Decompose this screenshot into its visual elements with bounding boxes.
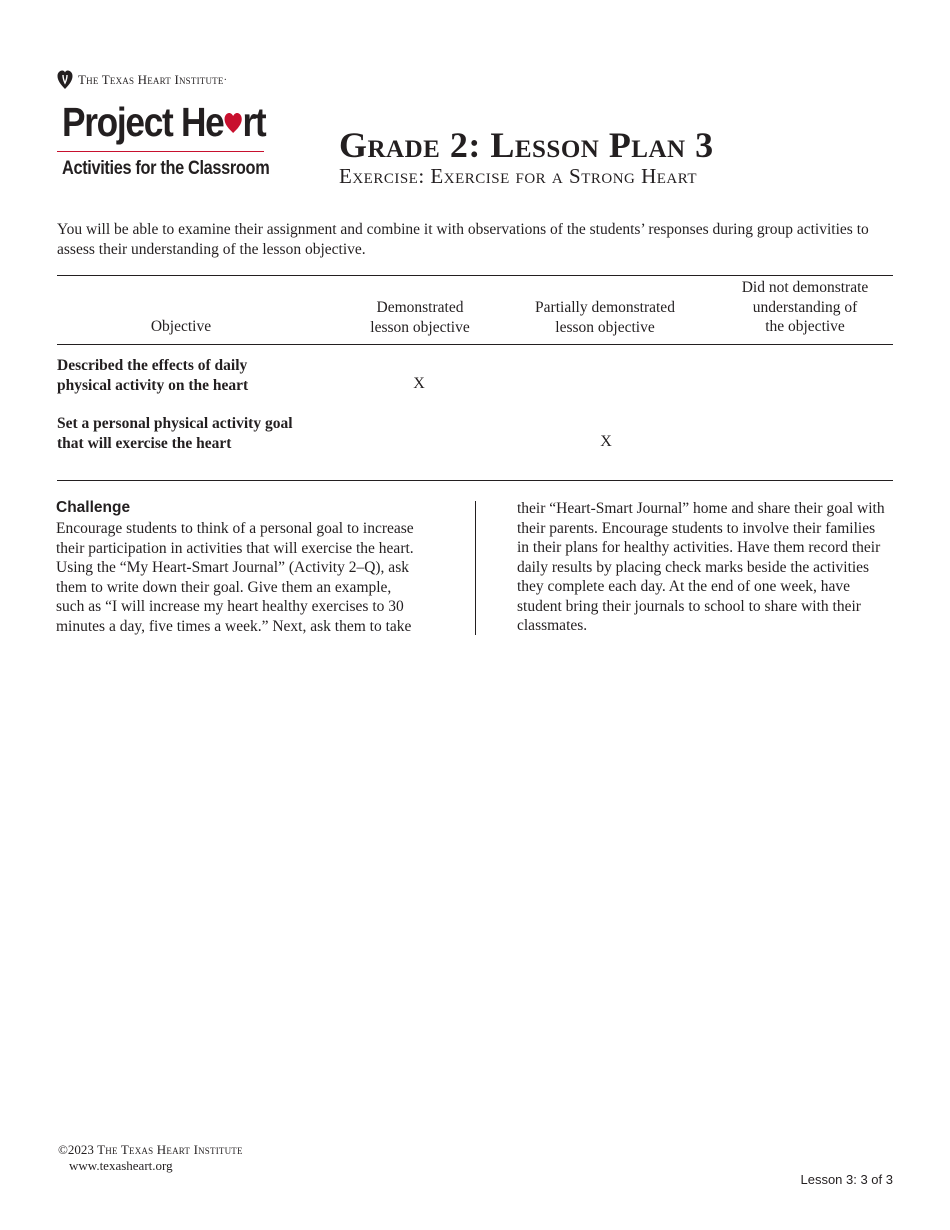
table-top-rule (57, 275, 893, 276)
challenge-line: Using the “My Heart-Smart Journal” (Activity 2–Q), ask (56, 559, 409, 576)
demonstrated-mark: X (413, 375, 425, 392)
challenge-line: them to write down their goal. Give them an example, (56, 578, 392, 596)
header-not-line: the objective (765, 318, 845, 335)
challenge-line: their “Heart-Smart Journal” home and share their goal with (517, 500, 885, 517)
challenge-left-column (56, 519, 426, 636)
header-objective: Objective (150, 318, 212, 335)
challenge-line: they complete each day. At the end of one week, have (517, 578, 850, 595)
challenge-line: in their plans for healthy activities. Have them record their (517, 539, 881, 556)
header-partial-line: Partially demonstrated (535, 299, 675, 316)
intro-paragraph: You will be able to examine their assignment and combine it with observations of the students’ responses during group activities to assess their understanding of the lesson objective. (57, 221, 869, 258)
challenge-line: classmates. (517, 617, 588, 634)
institute-name: The Texas Heart Institute (78, 72, 224, 87)
footer-copyright (58, 1142, 243, 1158)
table-row-objective (57, 414, 327, 453)
challenge-line: their participation in activities that will exercise the heart. (56, 539, 414, 557)
table-header-rule (57, 344, 893, 345)
institute-line (57, 70, 227, 90)
partially-demonstrated-mark: X (600, 433, 612, 450)
footer-url: www.texasheart.org (69, 1158, 173, 1173)
objective-line: Described the effects of daily (57, 357, 248, 374)
copyright-year: ©2023 (58, 1142, 94, 1157)
lesson-title: Grade 2: Lesson Plan 3 (339, 125, 714, 165)
brand-title-start: Project He (62, 99, 224, 145)
challenge-line: such as “I will increase my heart healthy exercises to 30 (56, 598, 404, 615)
objective-line: Set a personal physical activity goal (57, 415, 293, 432)
header-partial-line: lesson objective (555, 318, 655, 336)
column-divider (475, 501, 476, 635)
challenge-heading: Challenge (56, 499, 131, 516)
red-heart-icon (224, 112, 243, 134)
challenge-line: Encourage students to think of a personal goal to increase (56, 520, 414, 537)
table-row-objective (57, 356, 327, 395)
header-not-line: understanding of (752, 298, 858, 316)
challenge-line: minutes a day, five times a week.” Next, ask them to take (56, 617, 412, 635)
brand-divider (57, 151, 264, 152)
header-did-not-demonstrate (715, 278, 895, 337)
challenge-line: daily results by placing check marks beside the activities (517, 558, 870, 576)
header-demonstrated (340, 298, 500, 337)
objective-line: that will exercise the heart (57, 434, 232, 452)
challenge-line: student bring their journals to school to share with their (517, 597, 861, 615)
table-bottom-rule (57, 480, 893, 481)
lesson-subtitle: Exercise: Exercise for a Strong Heart (339, 164, 698, 188)
challenge-right-column (517, 499, 897, 636)
institute-mark: · (223, 74, 227, 86)
header-partially-demonstrated (505, 298, 705, 337)
brand-subtitle: Activities for the Classroom (62, 158, 270, 179)
objective-line: physical activity on the heart (57, 376, 249, 394)
page-number: Lesson 3: 3 of 3 (800, 1172, 893, 1187)
header-demonstrated-line: lesson objective (370, 318, 470, 336)
brand-title-end: rt (242, 99, 266, 145)
brand-title (62, 98, 265, 146)
challenge-line: their parents. Encourage students to involve their families (517, 519, 876, 537)
header-demonstrated-line: Demonstrated (376, 299, 464, 316)
heart-logo-icon (57, 70, 73, 90)
copyright-org: The Texas Heart Institute (97, 1142, 243, 1157)
header-not-line: Did not demonstrate (741, 279, 869, 296)
